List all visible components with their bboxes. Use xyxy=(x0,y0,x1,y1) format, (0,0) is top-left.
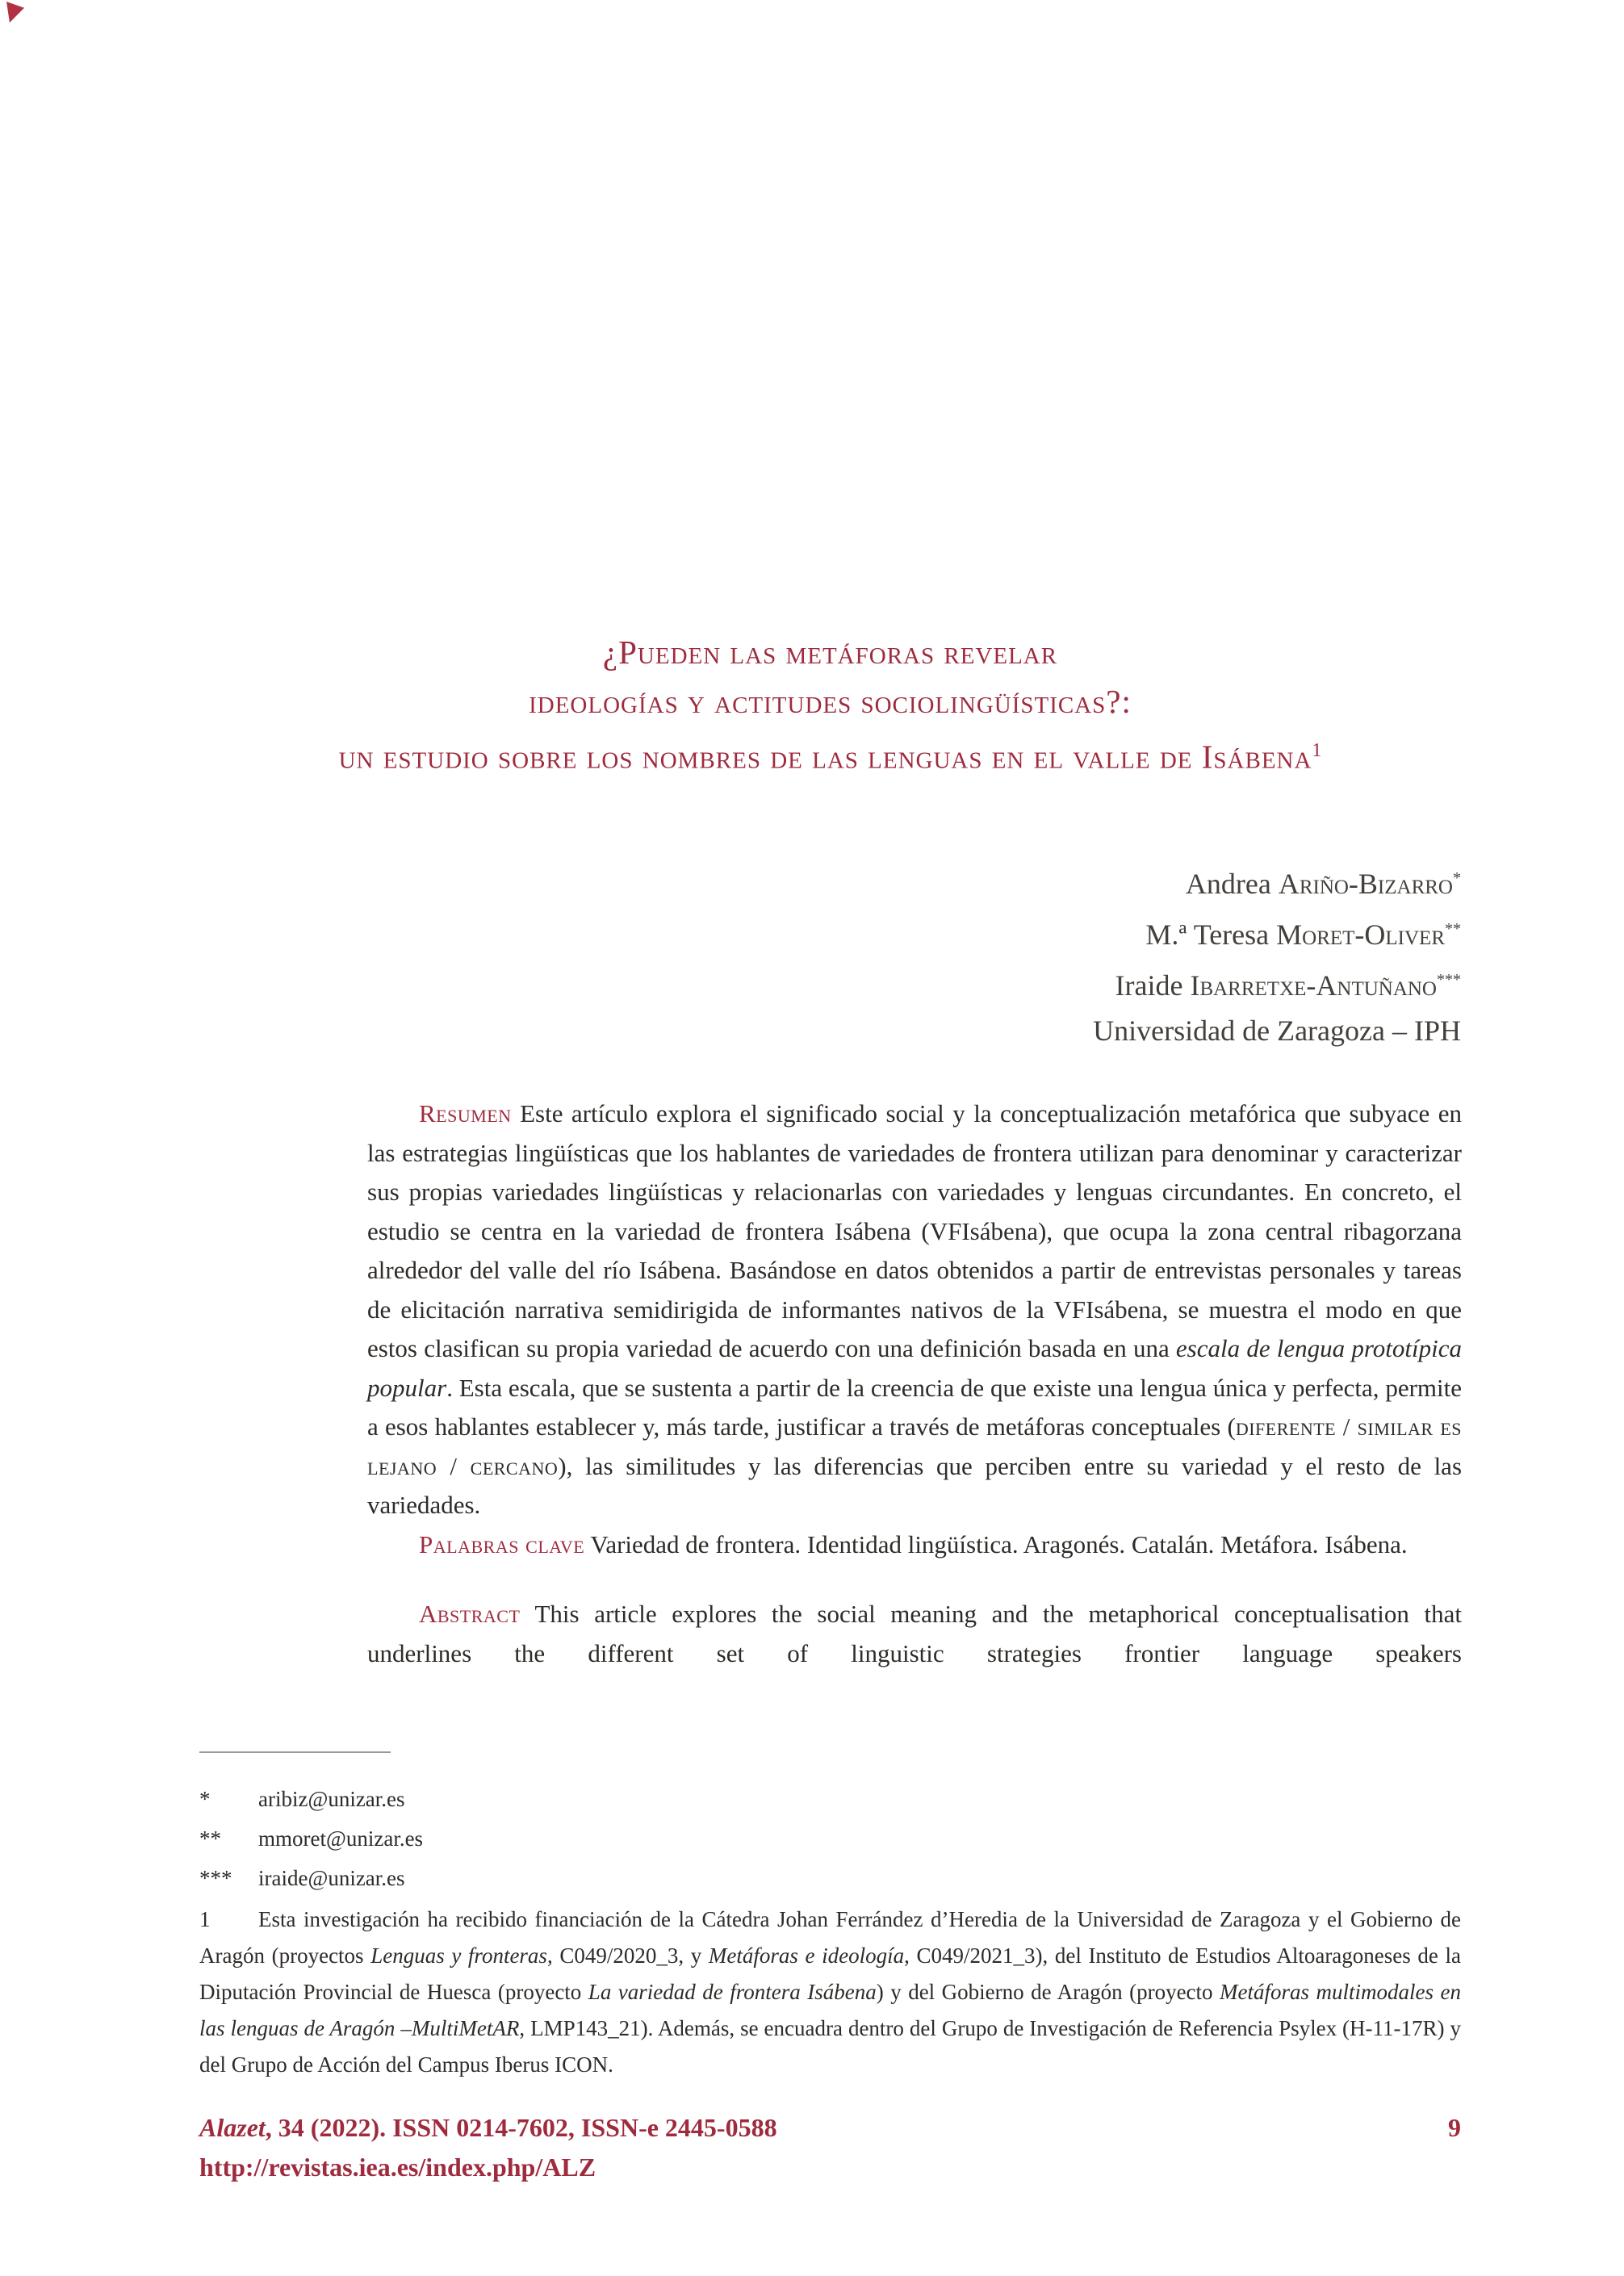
keywords-paragraph xyxy=(367,1525,1462,1565)
footnote-1-mark: 1 xyxy=(199,1907,211,1931)
resumen-italic-term: escala de lengua prototípica popular xyxy=(367,1334,1463,1402)
title-line-3-text: un estudio sobre los nombres de las lenguas en el valle de Isábena xyxy=(338,738,1312,776)
resumen-text-1: Este artículo explora el significado social y la conceptualización metafórica que subyace en las estrategias lingüísticas que los hablantes de variedades de frontera utilizan para denominar y caracterizar sus propias variedades lingüísticas y relacionarlas con variedades y lenguas circundantes. En concreto, el estudio se centra en la variedad de frontera Isábena (VFIsábena), que ocupa la zona central ribagorzana alrededor del valle del río Isábena. Basándose en datos obtenidos a partir de entrevistas personales y tareas de elicitación narrativa semidirigida de informantes nativos de la VFIsábena, se muestra el modo en que estos clasifican su propia variedad de acuerdo con una definición basada en una xyxy=(367,1099,1462,1362)
title-line-2: ideologías y actitudes sociolingüísticas?: xyxy=(529,683,1132,720)
footnote-star-3-email: iraide@unizar.es xyxy=(258,1866,405,1890)
authors-block xyxy=(573,856,1461,1053)
author-3-given: Iraide xyxy=(1115,969,1191,1002)
resumen-text-3: ), las similitudes y las diferencias que perciben entre su variedad y el resto de las variedades. xyxy=(367,1451,1463,1519)
footnote-1-project-3: La variedad de frontera Isábena xyxy=(588,1980,877,2004)
footnote-1-project-4: Metáforas multimodales en las lenguas de Aragón xyxy=(199,1980,1461,2040)
abstract-text: This article explores the social meaning and the metaphorical conceptualisation that underlines the different set of linguistic strategies frontier language speakers xyxy=(367,1600,1462,1667)
journal-url: http://revistas.iea.es/index.php/ALZ xyxy=(199,2153,596,2182)
journal-issn-text: , 34 (2022). ISSN 0214-7602, ISSN-e 2445-0588 xyxy=(265,2113,777,2142)
footnote-1 xyxy=(199,1902,1461,2083)
footnote-star-2-mark: ** xyxy=(199,1826,221,1851)
footnote-star-2 xyxy=(199,1819,1461,1859)
author-1 xyxy=(573,856,1461,906)
keywords-label: Palabras clave xyxy=(419,1529,585,1558)
footnote-star-2-email: mmoret@unizar.es xyxy=(258,1826,424,1851)
resumen-label: Resumen xyxy=(419,1099,512,1128)
journal-name: Alazet xyxy=(199,2113,266,2142)
footnote-1-text-1: Esta investigación ha recibido financiación de la Cátedra Johan Ferrández d’Heredia de la Universidad de Zaragoza y el Gobierno de Aragón (proyectos xyxy=(199,1907,1461,1968)
author-2-family: Moret-Oliver xyxy=(1276,918,1445,951)
keywords-text: Variedad de frontera. Identidad lingüística. Aragonés. Catalán. Metáfora. Isábena. xyxy=(584,1529,1408,1558)
footnote-1-project-1: Lenguas y fronteras xyxy=(370,1943,547,1968)
title-footnote-ref: 1 xyxy=(1312,740,1322,761)
footnote-1-text-5: – xyxy=(395,2016,412,2040)
footnotes-block xyxy=(199,1780,1461,2083)
article-title xyxy=(199,628,1461,782)
journal-issn-line xyxy=(199,2108,1461,2148)
author-3 xyxy=(573,957,1461,1008)
author-3-mark: *** xyxy=(1437,971,1461,989)
author-1-family: Ariño-Bizarro xyxy=(1278,868,1453,900)
corner-mark xyxy=(6,2,24,23)
footnote-star-3-mark: *** xyxy=(199,1866,232,1890)
author-2 xyxy=(573,906,1461,957)
footnote-1-project-2: Metáforas e ideología xyxy=(708,1943,905,1968)
footnote-1-text-3: , C049/2021_3), del Instituto de Estudios Altoaragoneses de la Diputación Provincial de Huesca (proyecto xyxy=(199,1943,1462,2004)
title-line-3 xyxy=(199,726,1461,782)
footnote-star-1-email: aribiz@unizar.es xyxy=(258,1787,405,1811)
abstract-paragraph xyxy=(367,1595,1462,1673)
footnote-star-1 xyxy=(199,1780,1461,1819)
resumen-paragraph xyxy=(367,1094,1462,1525)
author-1-mark: * xyxy=(1453,869,1461,887)
footnote-star-3 xyxy=(199,1859,1461,1898)
resumen-metaphor-smallcaps: diferente / similar es lejano / cercano xyxy=(367,1412,1462,1480)
resumen-text-2: . Esta escala, que se sustenta a partir de la creencia de que existe una lengua única y perfecta, permite a esos hablantes establecer y, más tarde, justificar a través de metáforas conceptuales ( xyxy=(367,1373,1462,1441)
author-2-given: M.ª Teresa xyxy=(1145,918,1277,951)
footnote-1-text-6: , LMP143_21). Además, se encuadra dentro del Grupo de Investigación de Referencia Psylex (H-11-17R) y del Grupo de Acción del Campus Iberus ICON. xyxy=(199,2016,1462,2077)
author-1-given: Andrea xyxy=(1185,868,1279,900)
page-footer xyxy=(199,2108,1461,2187)
page-number: 9 xyxy=(1448,2113,1461,2142)
footnote-1-text-4: ) y del Gobierno de Aragón (proyecto xyxy=(876,1980,1220,2004)
footnote-1-text-2: , C049/2020_3, y xyxy=(546,1943,709,1968)
footnote-separator xyxy=(199,1751,391,1753)
abstract-section xyxy=(367,1094,1462,1673)
abstract-label: Abstract xyxy=(419,1600,521,1628)
footnote-star-1-mark: * xyxy=(199,1787,211,1811)
affiliation: Universidad de Zaragoza – IPH xyxy=(1093,1015,1461,1047)
author-3-family: Ibarretxe-Antuñano xyxy=(1190,969,1437,1002)
title-line-1: ¿Pueden las metáforas revelar xyxy=(602,634,1058,671)
footnote-1-project-5: MultiMetAR xyxy=(411,2016,520,2040)
author-2-mark: ** xyxy=(1445,920,1461,938)
